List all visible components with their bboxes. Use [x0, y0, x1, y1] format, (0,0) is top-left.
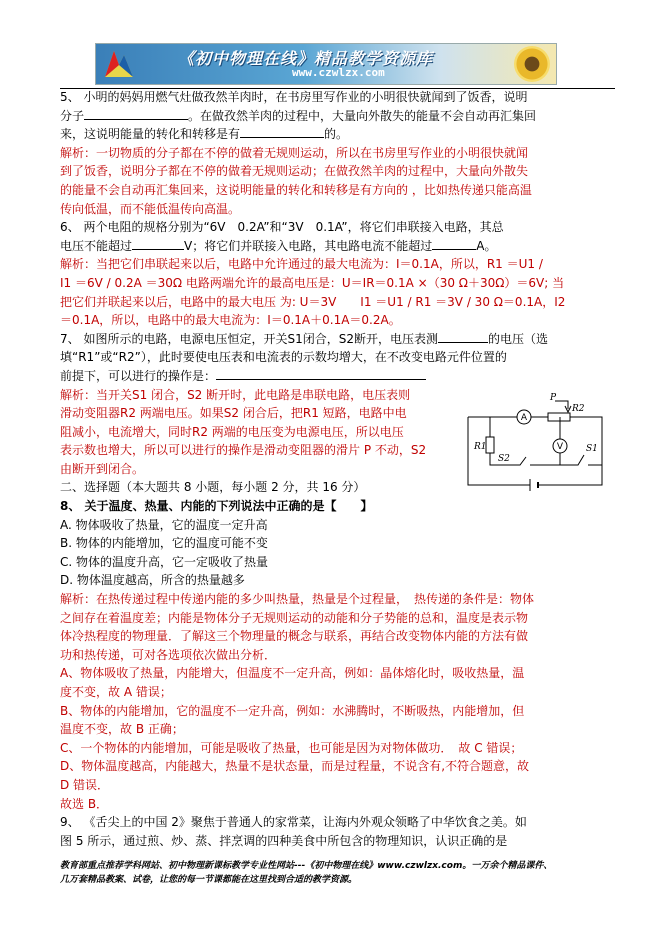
footer-line: 几万套精品教案、试卷，让您的每一节课都能在这里找到合适的教学资源。 [60, 875, 358, 885]
q7-analysis-line: 由断开到闭合。 [60, 461, 145, 476]
section-heading: 二、选择题（本大题共 8 小题，每小题 2 分，共 16 分） [60, 480, 366, 495]
label-r1: R1 [474, 442, 487, 452]
resistor-r2 [548, 413, 570, 421]
label-p: P [550, 393, 557, 403]
q8-analysis-line: D 错误． [60, 777, 110, 792]
q8-option: A. 物体吸收了热量，它的温度一定升高 [60, 517, 268, 532]
q7-analysis-line: 解析：当开关S1 闭合，S2 断开时，此电路是串联电路，电压表则 [60, 387, 411, 402]
q7-analysis-line: 阻减小，电流增大，同时R2 两端的电压变为电源电压，所以电压 [60, 424, 404, 439]
q8-analysis-line: 温度不变，故 B 正确； [60, 722, 184, 737]
q8-option: D. 物体温度越高，所含的热量越多 [60, 573, 245, 588]
q9-line1: 9、 《舌尖上的中国 2》聚焦于普通人的家常菜，让海内外观众领略了中华饮食之美。如 [60, 815, 527, 830]
q6-analysis-line: 解析：当把它们串联起来以后，电路中允许通过的最大电流为：I＝0.1A，所以，R1 ＝U1 / [60, 257, 543, 272]
q6-analysis-line: 把它们并联起来以后，电路中的最大电压 为: U＝3V I1 ＝U1 / R1 ＝3V / 30 Ω＝0.1A，I2 [60, 294, 566, 309]
q9-line2: 图 5 所示，通过煎、炒、蒸、拌烹调的四种美食中所包含的物理知识，认识正确的是 [60, 833, 508, 848]
q8-analysis-line: B、物体的内能增加，它的温度不一定升高，例如：水沸腾时，不断吸热，内能增加，但 [60, 703, 525, 718]
q5-line1: 5、 小明的妈妈用燃气灶做孜然羊肉时，在书房里写作业的小明很快就闻到了饭香，说明 [60, 90, 528, 104]
q8-analysis-line: 解析：在热传递过程中传递内能的多少叫热量，热量是个过程量， 热传递的条件是：物体 [60, 592, 535, 607]
q5-line2: 分子 。在做孜然羊肉的过程中，大量向外散失的能量不会自动再汇集回 [60, 108, 537, 123]
banner-title: 《初中物理在线》精品教学资源库 [178, 49, 434, 68]
q7-line3: 前提下，可以进行的操作是： [60, 367, 615, 386]
q8-analysis-line: C、一个物体的内能增加，可能是吸收了热量，也可能是因为对物体做功． 故 C 错误； [60, 740, 523, 755]
banner-url: www.czwlzx.com [292, 66, 385, 79]
q5-analysis-line: 到了饭香，说明分子都在不停的做着无规则运动；在做孜然羊肉的过程中，大量向外散失 [60, 164, 529, 179]
q8-option: C. 物体的温度升高，它一定吸收了热量 [60, 554, 269, 569]
q8-stem: 8、 关于温度、热量、内能的下列说法中正确的是【 】 [60, 499, 373, 514]
q6-analysis-line: ＝0.1A，所以，电路中的最大电流为：I＝0.1A＋0.1A＝0.2A。 [60, 313, 401, 328]
q5-analysis-line: 解析：一切物质的分子都在不停的做着无规则运动，所以在书房里写作业的小明很快就闻 [60, 145, 529, 160]
header-banner [95, 43, 557, 85]
q6-blank-2 [432, 237, 476, 250]
sunflower-icon [514, 46, 550, 82]
page-footer [60, 859, 620, 887]
q8-analysis-line: 度不变，故 A 错误； [60, 685, 172, 699]
q5-line3: 来，这说明能量的转化和转移是有 的。 [60, 127, 349, 142]
q8-analysis-line: 故选 B． [60, 796, 109, 811]
ammeter-label: A [520, 413, 528, 423]
q8-analysis-line: 功和热传递，可对各选项依次做出分析． [60, 647, 277, 662]
q8-analysis-line: D、物体温度越高，内能越大，热量不是状态量，而是过程量，不说含有,不符合题意，故 [60, 759, 530, 774]
q7-analysis-line: 表示数也增大，所以可以进行的操作是滑动变阻器的滑片 P 不动，S2 [60, 443, 427, 458]
q5-analysis-line: 传向低温，而不能低温传向高温。 [60, 201, 241, 216]
q5-analysis-line: 的能量不会自动再汇集回来，这说明能量的转化和转移是有方向的 ，比如热传递只能高温 [60, 182, 532, 197]
label-r2: R2 [572, 404, 585, 414]
q6-blank-1 [132, 237, 184, 250]
footer-line: 教育部重点推荐学科网站、初中物理新课标教学专业性网站---《初中物理在线》www.czwlzx.com。一万余个精品课件、 [60, 861, 553, 871]
q5-blank-2 [240, 125, 324, 138]
q7-blank-1 [438, 330, 488, 343]
q8-analysis-line: 之间存在着温度差；内能是物体分子无规则运动的动能和分子势能的总和，温度是表示物 [60, 610, 529, 625]
voltmeter-label: V [556, 442, 564, 452]
resistor-r1 [486, 437, 494, 453]
q6-line2: 电压不能超过 V；将它们并联接入电路，其电路电流不能超过 A。 [60, 238, 497, 253]
label-s1: S1 [586, 444, 598, 454]
switch-s1-wire [560, 455, 584, 465]
q8-analysis-line: A、物体吸收了热量，内能增大，但温度不一定升高，例如：晶体熔化时，吸收热量，温 [60, 666, 525, 681]
q6-analysis-line: I1 ＝6V / 0.2A ＝30Ω 电路两端允许的最高电压是：U＝IR＝0.1A ×（30 Ω＋30Ω）＝6V; 当 [60, 275, 565, 290]
q8-analysis-line: 体冷热程度的物理量．了解这三个物理量的概念与联系，再结合改变物体内能的方法有做 [60, 629, 529, 644]
q7-analysis-line: 滑动变阻器R2 两端电压。如果S2 闭合后，把R1 短路，电路中电 [60, 406, 407, 421]
label-s2: S2 [498, 454, 510, 464]
q5-blank-1 [84, 107, 188, 120]
circuit-diagram [460, 387, 610, 492]
q7-line2: 填“R1”或“R2”），此时要使电压表和电流表的示数均增大，在不改变电路元件位置的 [60, 350, 507, 365]
q7-blank-2 [216, 367, 426, 380]
q8-option: B. 物体的内能增加，它的温度可能不变 [60, 536, 268, 551]
site-logo-icon [102, 47, 136, 81]
q7-line1: 7、 如图所示的电路，电源电压恒定，开关S1闭合，S2断开，电压表测 的电压（选 [60, 331, 548, 346]
q6-line1: 6、 两个电阻的规格分别为“6V 0.2A”和“3V 0.1A”，将它们串联接入电路，其总 [60, 220, 504, 235]
